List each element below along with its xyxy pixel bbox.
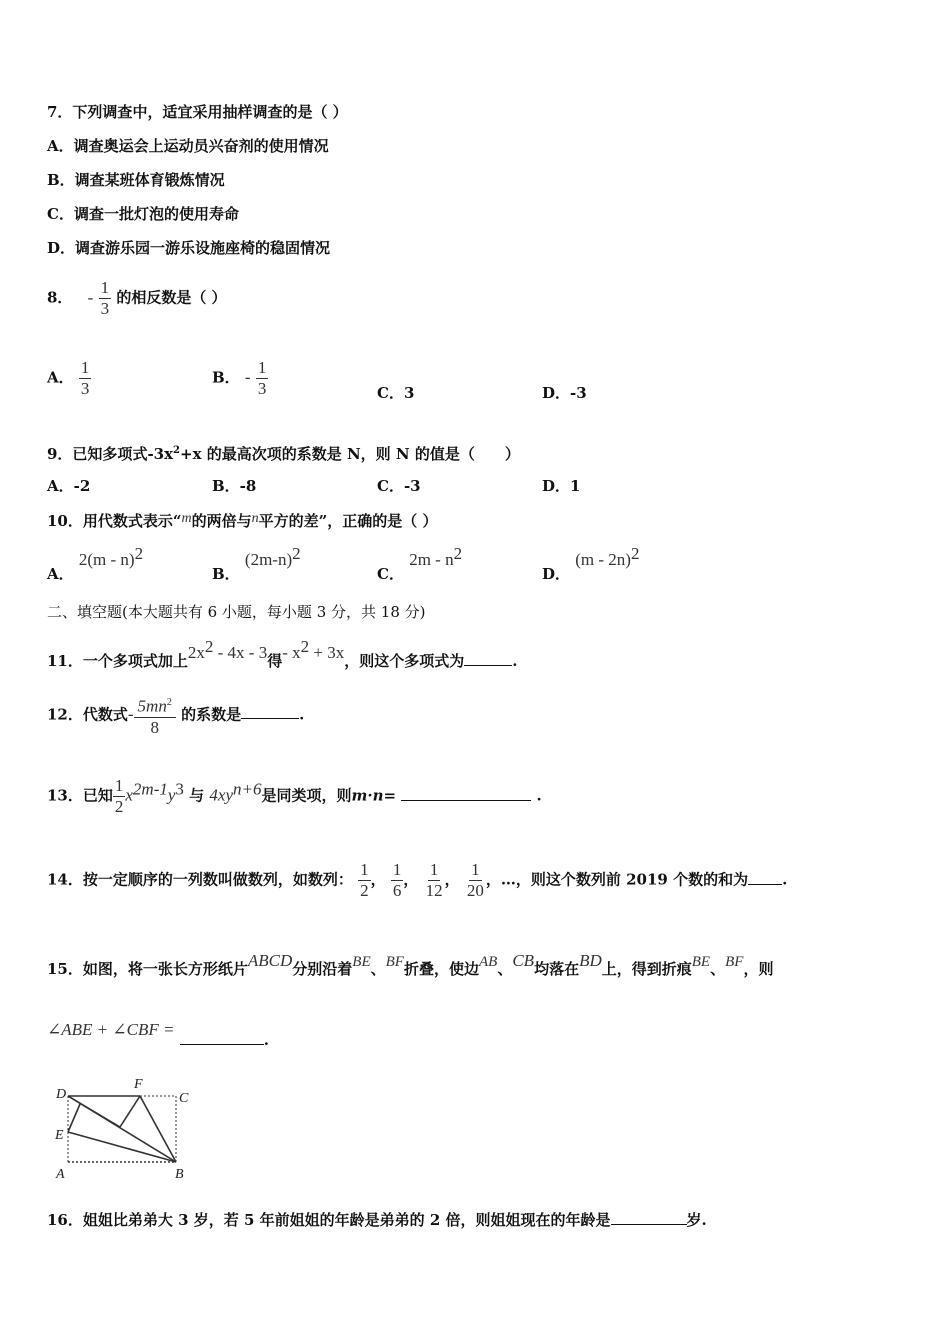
fold-lines <box>68 1096 176 1162</box>
q13-stem: 13．已知 $\frac{1}{2}$ $x^{2m-1}y^3$ 与 $4xy^{n+6}$是同类项，则m·n= . <box>47 776 542 816</box>
q16-stem: 16．姐姐比弟弟大 3 岁，若 5 年前姐姐的年龄是弟弟的 2 倍，则姐姐现在的年龄是 岁. <box>47 1211 707 1229</box>
q10-option-d: D． (m - 2n)$^2$ <box>542 544 640 583</box>
q15-stem: 15．如图，将一张长方形纸片ABCD分别沿着BE、BF折叠，使边AB、CB均落在BD上，得到折痕BE、BF，则 <box>47 951 774 978</box>
label-b: B <box>175 1167 184 1182</box>
q8-option-d: D．-3 <box>542 384 587 402</box>
q9-stem: 9．已知多项式$-3x^2+x$ 的最高次项的系数是 N，则 N 的值是（ ） <box>47 445 520 463</box>
label-a: A <box>56 1167 65 1182</box>
q7-option-a: A．调查奥运会上运动员兴奋剂的使用情况 <box>47 137 329 155</box>
q10-option-b: B． $(2m-n)^2$ <box>212 544 301 583</box>
q14-answer-blank[interactable] <box>748 884 782 885</box>
q9-option-b: B．-8 <box>212 477 257 495</box>
q8-option-a: A． $\frac{1}{3}$ <box>47 358 90 398</box>
q11-answer-blank[interactable] <box>464 665 512 666</box>
q10-option-c: C． $2m - n^2$ <box>377 544 463 583</box>
q9-option-d: D．1 <box>542 477 581 495</box>
label-e: E <box>55 1128 64 1143</box>
q15-answer-blank[interactable] <box>180 1044 264 1045</box>
section-heading: 二、填空题(本大题共有 6 小题，每小题 3 分，共 18 分) <box>47 603 426 621</box>
q9-option-c: C．-3 <box>377 477 421 495</box>
q10-stem: 10．用代数式表示“m的两倍与n平方的差”，正确的是（ ） <box>47 511 438 530</box>
label-f: F <box>134 1077 143 1092</box>
q14-stem: 14．按一定顺序的一列数叫做数列，如数列： $\frac{1}{2}$ ， $\frac{1}{6}$ ， $\frac{1}{12}$ ， $\frac{1}{20}$ ，…，则这个数列前 2019 个数的和为 . <box>47 860 788 900</box>
q8-stem: 8． - $\frac{1}{3}$ 的相反数是（ ） <box>47 278 227 318</box>
q10-option-a: A． 2(m - n)$^2$ <box>47 544 144 583</box>
q16-answer-blank[interactable] <box>611 1224 687 1225</box>
q7-option-d: D．调查游乐园一游乐设施座椅的稳固情况 <box>47 239 331 257</box>
q7-option-c: C．调查一批灯泡的使用寿命 <box>47 205 239 223</box>
q12-stem: 12．代数式- $\frac{5mn^2}{8}$ 的系数是 . <box>47 693 304 738</box>
q8-option-b: B． - $\frac{1}{3}$ <box>212 358 267 398</box>
label-c: C <box>179 1091 189 1106</box>
q13-answer-blank[interactable] <box>401 800 531 801</box>
q12-answer-blank[interactable] <box>241 718 299 719</box>
q7-option-b: B．调查某班体育锻炼情况 <box>47 171 225 189</box>
q15-answer-line: ∠ABE + ∠CBF = . <box>47 1020 269 1049</box>
q9-option-a: A．-2 <box>47 477 91 495</box>
q15-figure <box>48 1074 208 1184</box>
q8-option-c: C．3 <box>377 384 415 402</box>
label-d: D <box>56 1087 67 1102</box>
q11-stem: 11．一个多项式加上$2x^2 - 4x - 3$得- $x^2 + 3x$，则这个多项式为 . <box>47 637 518 670</box>
q7-stem: 7．下列调查中，适宜采用抽样调查的是（ ） <box>47 103 348 121</box>
